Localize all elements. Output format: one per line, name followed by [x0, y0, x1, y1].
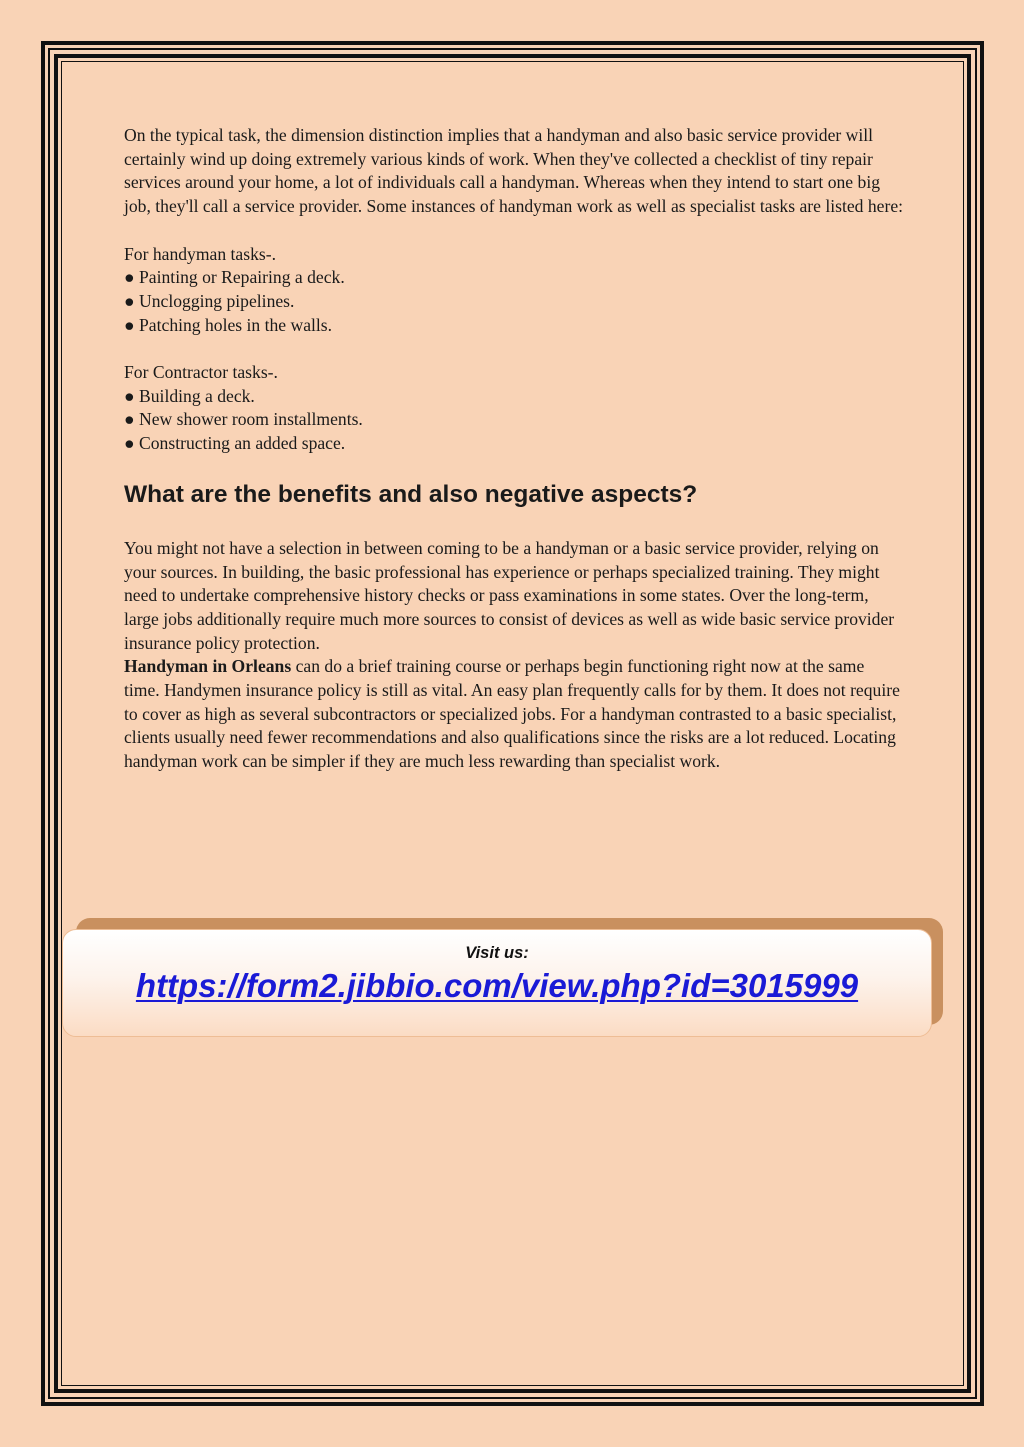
- list-item: ● New shower room installments.: [124, 409, 363, 430]
- contractor-tasks-list: [124, 385, 904, 456]
- list-item: ● Unclogging pipelines.: [124, 290, 295, 311]
- handyman-paragraph: [124, 655, 904, 774]
- list-item: ● Patching holes in the walls.: [124, 314, 333, 335]
- promo-box: [62, 929, 932, 1037]
- section-heading: What are the benefits and also negative aspects?: [124, 480, 698, 508]
- contractor-tasks-title: For Contractor tasks-.: [124, 362, 278, 382]
- list-item: ● Constructing an added space.: [124, 433, 346, 454]
- handyman-tasks-list: [124, 266, 904, 337]
- visit-us-label: Visit us:: [465, 944, 529, 962]
- list-item: ● Building a deck.: [124, 385, 255, 406]
- list-item: ● Painting or Repairing a deck.: [124, 267, 345, 288]
- handyman-tasks-title: For handyman tasks-.: [124, 243, 276, 264]
- handyman-in-orleans-bold: Handyman in Orleans: [124, 656, 292, 677]
- benefits-paragraph: You might not have a selection in between coming to be a handyman or a basic service provider, relying on your sources. In building, the basic professional has experience or perhaps specialized training. They might need to undertake comprehensive history checks or pass examinations in some states. Over the long-term, large jobs additionally require much more sources to consist of devices as well as wide basic service provider insurance policy protection.: [124, 537, 895, 653]
- handyman-paragraph-text: can do a brief training course or perhaps begin functioning right now at the same time. Handymen insurance policy is still as vital. An easy plan frequently calls for by them. It does not require to cover as high as several subcontractors or specialized jobs. For a handyman contrasted to a basic specialist, clients usually need fewer recommendations and also qualifications since the risks are a lot reduced. Locating handyman work can be simpler if they are much less rewarding than specialist work.: [124, 656, 900, 772]
- website-link[interactable]: https://form2.jibbio.com/view.php?id=3015999: [135, 967, 859, 1004]
- intro-paragraph: On the typical task, the dimension distinction implies that a handyman and also basic service provider will certainly wind up doing extremely various kinds of work. When they've collected a checklist of tiny repair services around your home, a lot of individuals call a handyman. Whereas when they intend to start one big job, they'll call a service provider. Some instances of handyman work as well as specialist tasks are listed here:: [124, 125, 904, 217]
- article-body: [124, 124, 904, 774]
